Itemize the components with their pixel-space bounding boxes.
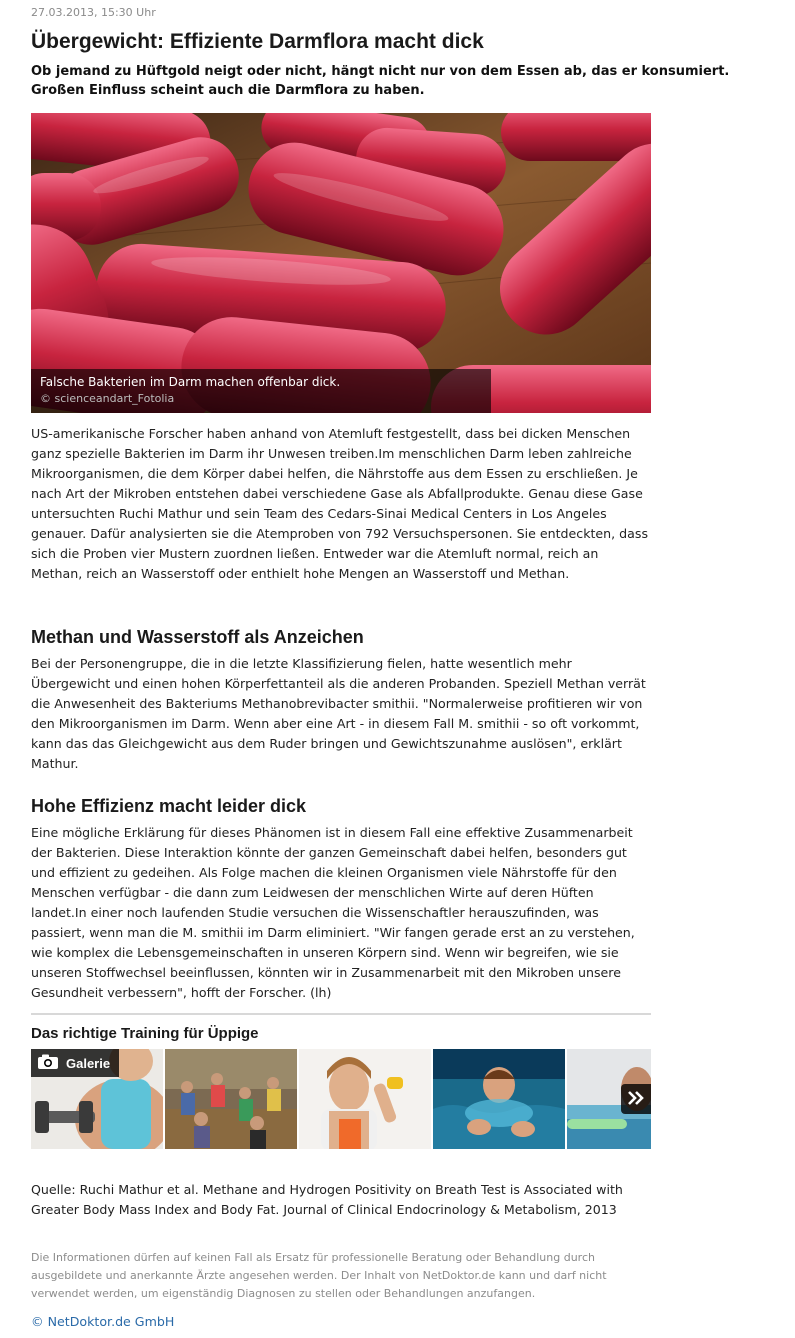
article-title: Übergewicht: Effiziente Darmflora macht dick <box>31 30 484 53</box>
caption-text: Falsche Bakterien im Darm machen offenbar dick. <box>40 375 341 389</box>
image-caption <box>31 369 491 413</box>
gallery-next-button[interactable] <box>621 1084 651 1114</box>
hero-image <box>31 113 651 413</box>
caption-credit: © scienceandart_Fotolia <box>40 392 175 405</box>
gallery-badge-label: Galerie <box>66 1055 111 1071</box>
article-date: 27.03.2013, 15:30 Uhr <box>31 6 156 19</box>
section-heading-effizienz: Hohe Effizienz macht leider dick <box>31 796 307 816</box>
copyright-link[interactable]: © NetDoktor.de GmbH <box>31 1314 175 1329</box>
gallery-thumb-smiling-woman[interactable] <box>299 1049 431 1149</box>
section-heading-methan: Methan und Wasserstoff als Anzeichen <box>31 627 364 647</box>
disclaimer: Die Informationen dürfen auf keinen Fall als Ersatz für professionelle Beratung oder Behandlung durch ausgebildete und anerkannte Ärzte angesehen werden. Der Inhalt von NetDoktor.de kann und darf nicht verwendet werden, um eigenständig Diagnosen zu stellen oder Behandlungen anzufangen. <box>31 1251 607 1300</box>
gallery-title[interactable]: Das richtige Training für Üppige <box>31 1025 259 1042</box>
bacteria-illustration <box>31 113 651 413</box>
article-lead: Ob jemand zu Hüftgold neigt oder nicht, hängt nicht nur von dem Essen ab, das er konsumiert. Großen Einfluss scheint auch die Darmflora zu haben. <box>31 64 730 98</box>
divider <box>31 1013 651 1015</box>
gallery-thumb-swimmer[interactable] <box>433 1049 565 1149</box>
paragraph-intro: US-amerikanische Forscher haben anhand von Atemluft festgestellt, dass bei dicken Menschen ganz spezielle Bakterien im Darm ihr Unwesen treiben.Im menschlichen Darm leben zahlreiche Mikroorganismen, die dem Körper dabei helfen, die Nährstoffe aus dem Essen zu erschließen. Je nach Art der Mikroben entstehen dabei verschiedene Gase als Abfallprodukte. Genau diese Gase untersuchten Ruchi Mathur und sein Team des Cedars-Sinai Medical Centers in Los Angeles genauer. Dafür analysierten sie die Atemproben von 792 Versuchspersonen. Sie entdeckten, dass sich die Proben vier Mustern zuordnen ließen. Entweder war die Atemluft normal, reich an Methan, reich an Wasserstoff oder enthielt hohe Mengen an Wasserstoff und Methan. <box>31 426 649 581</box>
camera-icon <box>37 1054 59 1073</box>
source-citation: Quelle: Ruchi Mathur et al. Methane and Hydrogen Positivity on Breath Test is Associated with Greater Body Mass Index and Body Fat. Journal of Clinical Endocrinology & Metabolism, 2013 <box>31 1182 623 1217</box>
gallery-badge[interactable] <box>31 1049 119 1077</box>
gallery-thumb-group-exercise[interactable] <box>165 1049 297 1149</box>
paragraph-methan: Bei der Personengruppe, die in die letzte Klassifizierung fielen, hatte wesentlich mehr Übergewicht und einen hohen Körperfettanteil als die anderen Probanden. Speziell Methan verrät die Anwesenheit des Bakteriums Methanobrevibacter smithii. "Normalerweise profitieren wir von den Mikroorganismen im Darm. Wenn aber eine Art - in diesem Fall M. smithii - so oft vorkommt, kann das das Gleichgewicht aus dem Ruder bringen und Gewichtszunahme auslösen", erklärt Mathur. <box>31 656 646 771</box>
double-chevron-right-icon <box>627 1090 645 1109</box>
gallery-strip[interactable] <box>31 1049 651 1149</box>
paragraph-effizienz: Eine mögliche Erklärung für dieses Phänomen ist in diesem Fall eine effektive Zusammenarbeit der Bakterien. Diese Interaktion könnte der ganzen Gemeinschaft dabei helfen, besonders gut und effizient zu gedeihen. Als Folge machen die kleinen Organismen viele Nährstoffe für den Menschen verfügbar - die dann zum Leidwesen der menschlichen Wirte auf deren Hüften landet.In einer noch laufenden Studie versuchen die Wissenschaftler herauszufinden, was passiert, wenn man die M. smithii im Darm eliminiert. "Wir fangen gerade erst an zu verstehen, wie komplex die Lebensgemeinschaften in unseren Körpern sind. Wenn wir begreifen, wie sie unseren Stoffwechsel beeinflussen, könnten wir in Zusammenarbeit mit den Mikroben unsere Gesundheit verbessern", hofft der Forscher. (lh) <box>31 825 635 1000</box>
